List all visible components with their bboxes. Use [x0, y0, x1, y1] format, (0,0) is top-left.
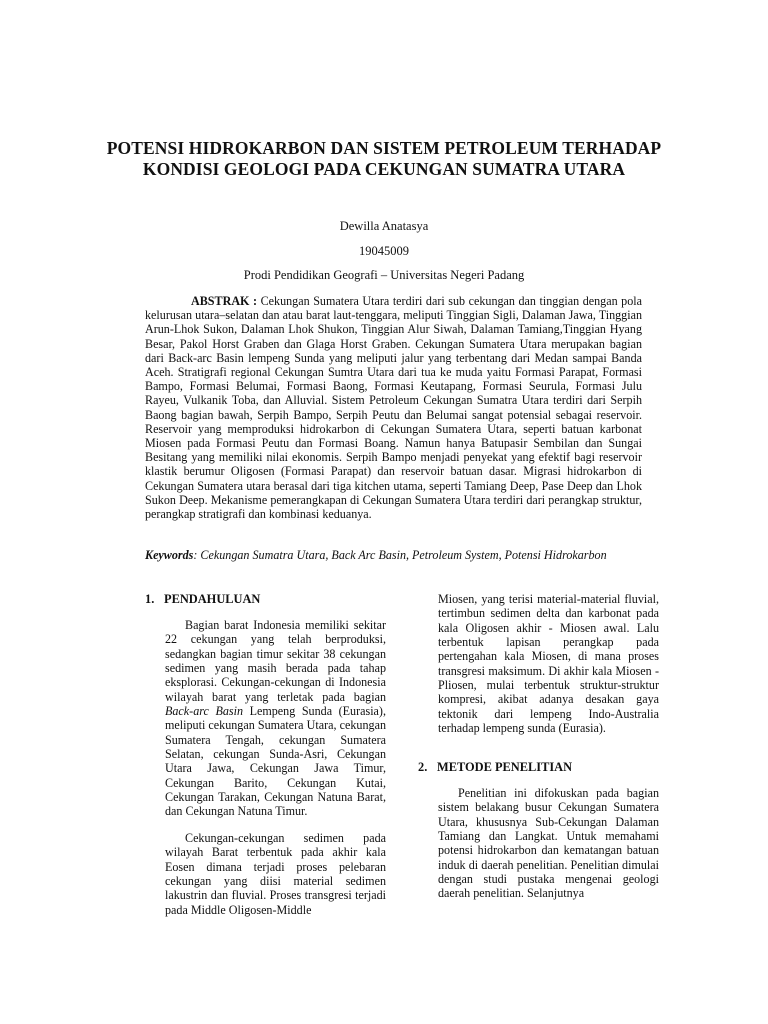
abstract-text: Cekungan Sumatera Utara terdiri dari sub cekungan dan tinggian dengan pola kelurusan utara–selatan dan atau barat laut-tenggara, meliputi Tinggian Sigli, Dalaman Jawa, Tinggian Arun-Lhok Sukon, Dalaman Lhok Shukon, Tinggian Alur Siwah, Dalaman Tamiang,Tinggian Hyang Besar, Pakol Horst Graben dan Glaga Horst Graben. Cekungan Sumatera Utara merupakan bagian dari Back-arc Basin lempeng Sunda yang meliputi jalur yang terbentang dari Medan sampai Banda Aceh. Stratigrafi regional Cekungan Sumtra Utara dari tua ke muda yaitu Formasi Parapat, Formasi Bampo, Formasi Belumai, Formasi Baong, Formasi Keutapang, Formasi Seurula, Formasi Julu Rayeu, Vulkanik Toba, dan Alluvial. Sistem Petroleum Cekungan Sumatra Utara terdiri dari Serpih Baong bagian bawah, Serpih Bampo, Serpih Peutu dan Belumai sangat potensial sebagai reservoir. Reservoir yang memproduksi hidrokarbon di Cekungan Sumatera Utara, seperti batuan karbonat Miosen pada Formasi Peutu dan Formasi Boang. Namun hanya Batupasir Sembilan dan Sungai Besitang yang memiliki nilai ekonomis. Serpih Bampo menjadi penyekat yang efektif bagi reservoir klastik berumur Oligosen (Formasi Parapat) dan reservoir batuan dasar. Migrasi hidrokarbon di Cekungan Sumatera utara berasal dari tiga kitchen utama, seperti Tamiang Deep, Pase Deep dan Lhok Sukon Deep. Mekanisme pemerangkapan di Cekungan Sumatera Utara terdiri dari perangkap struktur, perangkap stratigrafi dan kombinasi keduanya. — [145, 294, 642, 522]
section-number: 1. — [145, 592, 155, 606]
paragraph-italic-term: Back-arc Basin — [165, 704, 243, 719]
paragraph-text: Lempeng Sunda (Eurasia), meliputi cekungan Sumatera Utara, cekungan Sumatera Tengah, cekungan Sumatera Selatan, cekungan Sunda-Asri, Cekungan Utara Jawa, Cekungan Jawa Timur, Cekungan Barito, Cekungan Kutai, Cekungan Tarakan, Cekungan Natuna Barat, dan Cekungan Natuna Timur. — [165, 704, 386, 819]
paper-title: POTENSI HIDROKARBON DAN SISTEM PETROLEUM TERHADAP KONDISI GEOLOGI PADA CEKUNGAN SUMATRA UTARA — [106, 138, 662, 179]
keywords — [145, 548, 705, 563]
paragraph-text: Bagian barat Indonesia memiliki sekitar 22 cekungan yang telah berproduksi, sedangkan bagian timur sekitar 38 cekungan sedimen yang masih berada pada tahap eksplorasi. Cekungan-cekungan di Indonesia wilayah barat yang terletak pada bagian — [165, 618, 386, 704]
section-heading-metode-penelitian — [418, 760, 572, 775]
paragraph-metode-1: Penelitian ini difokuskan pada bagian sistem belakang busur Cekungan Sumatera Utara, khususnya Sub-Cekungan Dalaman Tamiang dan Langkat. Untuk memahami potensi hidrokarbon dan kematangan batuan induk di daerah penelitian. Penelitian dimulai dengan studi pustaka mengenai geologi daerah penelitian. Selanjutnya — [438, 786, 659, 901]
section-number: 2. — [418, 760, 428, 774]
paragraph-pendahuluan-2: Cekungan-cekungan sedimen pada wilayah Barat terbentuk pada akhir kala Eosen dimana terjadi proses pelebaran cekungan yang diisi material sedimen lakustrin dan fluvial. Proses transgresi terjadi pada Middle Oligosen-Middle — [165, 831, 386, 917]
keywords-text: : Cekungan Sumatra Utara, Back Arc Basin, Petroleum System, Potensi Hidrokarbon — [193, 548, 607, 562]
paragraph-pendahuluan-2-continued: Miosen, yang terisi material-material fluvial, tertimbun sedimen delta dan karbonat pada kala Oligosen akhir - Miosen awal. Lalu terbentuk lapisan perangkap pada pertengahan kala Miosen, di mana proses transgresi maksimum. Di akhir kala Miosen -Pliosen, mulai terbentuk struktur-struktur kompresi, akibat adanya desakan gaya tektonik dari lempeng Indo-Australia terhadap lempeng sunda (Eurasia). — [438, 592, 659, 736]
abstract-label: ABSTRAK : — [191, 294, 258, 308]
section-title: METODE PENELITIAN — [437, 760, 573, 774]
student-id: 19045009 — [359, 244, 409, 258]
section-title: PENDAHULUAN — [164, 592, 261, 606]
author-affiliation: Prodi Pendidikan Geografi – Universitas Negeri Padang — [243, 268, 525, 282]
author-name: Dewilla Anatasya — [339, 219, 429, 233]
section-heading-pendahuluan — [145, 592, 260, 607]
keywords-label: Keywords — [145, 548, 194, 562]
abstract — [145, 294, 642, 521]
paragraph-pendahuluan-1 — [165, 618, 386, 819]
